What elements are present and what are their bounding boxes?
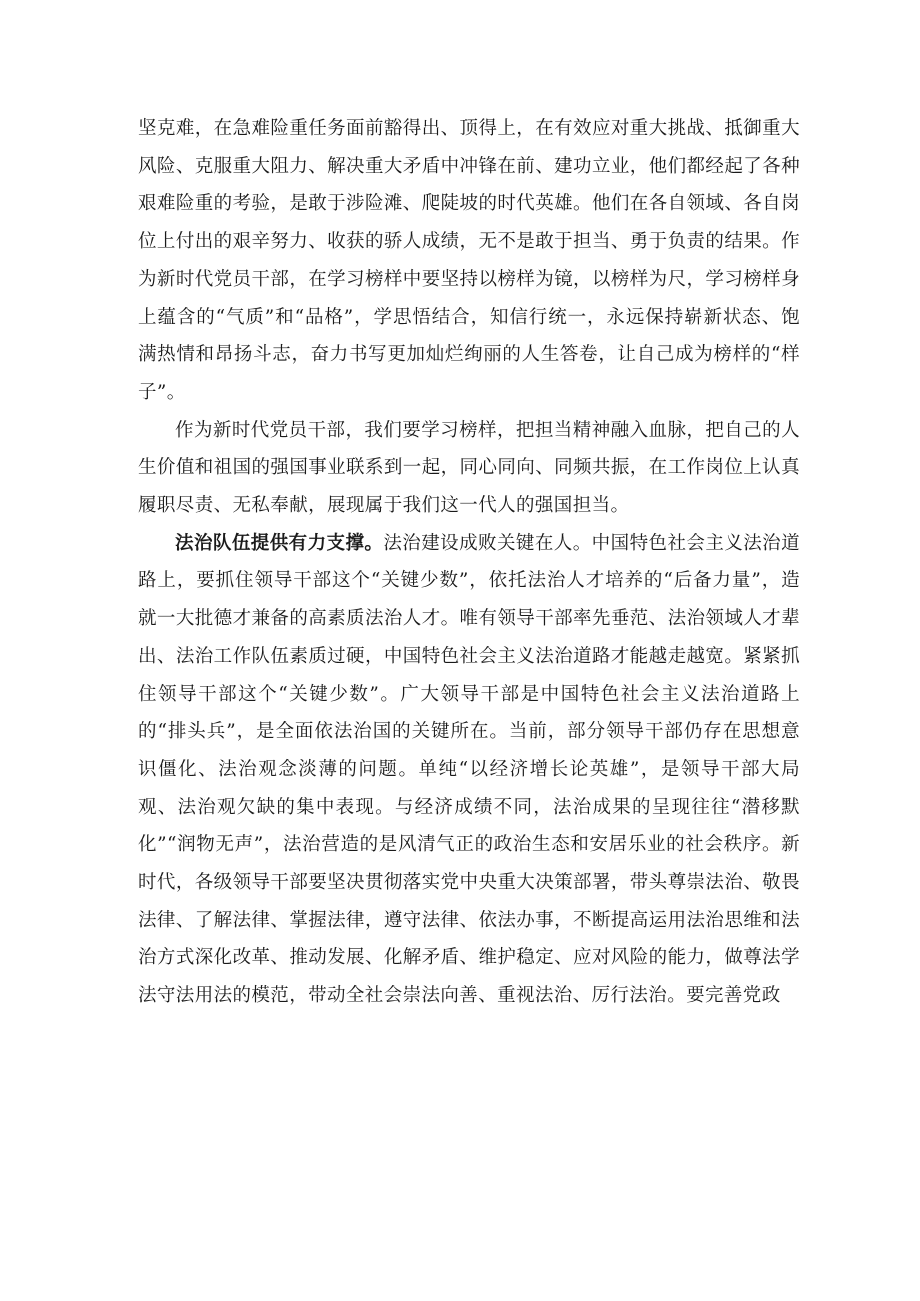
paragraph-text: 法治建设成败关键在人。中国特色社会主义法治道路上，要抓住领导干部这个“关键少数”，依托法治人才培养的“后备力量”，造就一大批德才兼备的高素质法治人才。唯有领导干部率先垂范、法治领域人才辈出、法治工作队伍素质过硬，中国特色社会主义法治道路才能越走越宽。紧紧抓住领导干部这个“关键少数”。广大领导干部是中国特色社会主义法治道路上的“排头兵”，是全面依法治国的关键所在。当前，部分领导干部仍存在思想意识僵化、法治观念淡薄的问题。单纯“以经济增长论英雄”，是领导干部大局观、法治观欠缺的集中表现。与经济成绩不同，法治成果的呈现往往“潜移默化”“润物无声”，法治营造的是风清气正的政治生态和安居乐业的社会秩序。新时代，各级领导干部要坚决贯彻落实党中央重大决策部署，带头尊崇法治、敬畏法律、了解法律、掌握法律，遵守法律、依法办事，不断提高运用法治思维和法治方式深化改革、推动发展、化解矛盾、维护稳定、应对风险的能力，做尊法学法守法用法的模范，带动全社会崇法向善、重视法治、厉行法治。要完善党政 [138, 532, 800, 1007]
paragraph-heroes-continued [138, 110, 800, 412]
paragraph-learn-from-role-models [138, 412, 800, 525]
paragraph-text: 坚克难，在急难险重任务面前豁得出、顶得上，在有效应对重大挑战、抵御重大风险、克服重大阻力、解决重大矛盾中冲锋在前、建功立业，他们都经起了各种艰难险重的考验，是敢于涉险滩、爬陡坡的时代英雄。他们在各自领域、各自岗位上付出的艰辛努力、收获的骄人成绩，无不是敢于担当、勇于负责的结果。作为新时代党员干部，在学习榜样中要坚持以榜样为镜，以榜样为尺，学习榜样身上蕴含的“气质”和“品格”，学思悟结合，知信行统一，永远保持崭新状态、饱满热情和昂扬斗志，奋力书写更加灿烂绚丽的人生答卷，让自己成为榜样的“样子”。 [138, 118, 800, 403]
paragraph-lead-heading: 法治队伍提供有力支撑。 [175, 532, 384, 554]
paragraph-text: 作为新时代党员干部，我们要学习榜样，把担当精神融入血脉，把自己的人生价值和祖国的强国事业联系到一起，同心同向、同频共振，在工作岗位上认真履职尽责、无私奉献，展现属于我们这一代人的强国担当。 [138, 419, 800, 517]
paragraph-rule-of-law-team [138, 525, 800, 1015]
